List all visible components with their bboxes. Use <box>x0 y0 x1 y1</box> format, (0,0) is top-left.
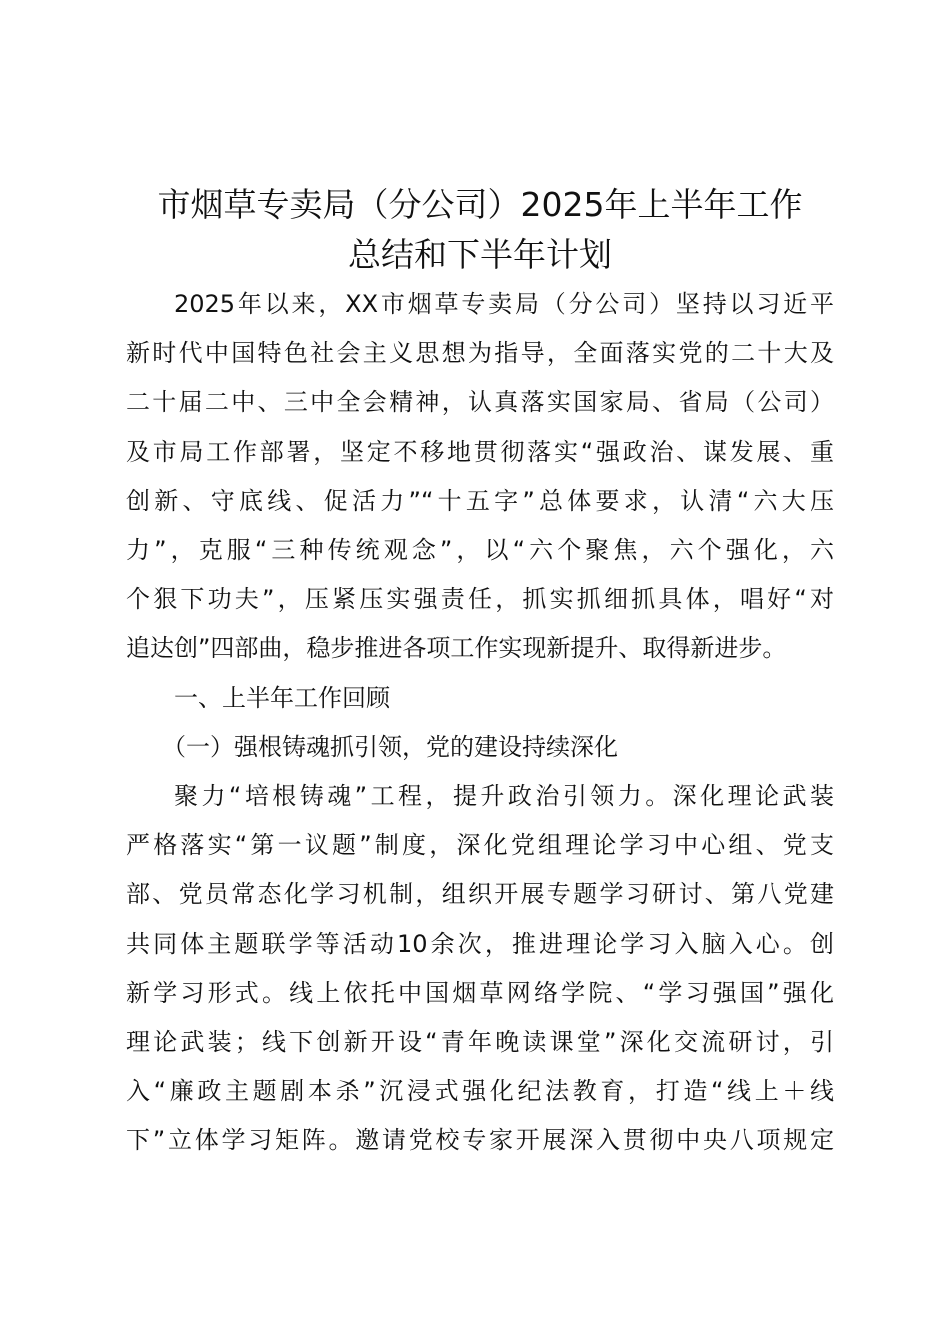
intro-line-8: 追达创”四部曲，稳步推进各项工作实现新提升、取得新进步。 <box>126 634 787 663</box>
body-line-8: 下”立体学习矩阵。邀请党校专家开展深入贯彻中央八项规定 <box>126 1126 834 1155</box>
intro-line-6: 力”，克服“三种传统观念”，以“六个聚焦，六个强化，六 <box>126 536 834 565</box>
body-line-4: 共同体主题联学等活动10余次，推进理论学习入脑入心。创 <box>126 929 834 958</box>
intro-line-1: 2025年以来，XX市烟草专卖局（分公司）坚持以习近平 <box>174 290 834 318</box>
intro-line-3: 二十届二中、三中全会精神，认真落实国家局、省局（公司） <box>126 388 834 417</box>
body-line-7: 入“廉政主题剧本杀”沉浸式强化纪法教育，打造“线上＋线 <box>126 1077 834 1106</box>
body-line-3: 部、党员常态化学习机制，组织开展专题学习研讨、第八党建 <box>126 880 834 909</box>
document-page <box>126 180 834 1166</box>
intro-paragraph <box>126 280 834 674</box>
intro-line-4: 及市局工作部署，坚定不移地贯彻落实“强政治、谋发展、重 <box>126 437 834 466</box>
body-line-6: 理论武装；线下创新开设“青年晚读课堂”深化交流研讨，引 <box>126 1028 834 1057</box>
body-line-1: 聚力“培根铸魂”工程，提升政治引领力。深化理论武装 <box>174 782 834 811</box>
intro-line-5: 创新、守底线、促活力”“十五字”总体要求，认清“六大压 <box>126 486 834 515</box>
document-title <box>126 180 834 280</box>
title-line-1: 市烟草专卖局（分公司）2025年上半年工作 <box>157 185 803 224</box>
section-heading: 一、上半年工作回顾 <box>174 683 390 712</box>
title-line-2: 总结和下半年计划 <box>348 235 612 274</box>
intro-line-7: 个狠下功夫”，压紧压实强责任，抓实抓细抓具体，唱好“对 <box>126 585 834 614</box>
body-paragraph <box>126 772 834 1166</box>
body-line-2: 严格落实“第一议题”制度，深化党组理论学习中心组、党支 <box>126 831 834 860</box>
intro-line-2: 新时代中国特色社会主义思想为指导，全面落实党的二十大及 <box>126 339 834 368</box>
body-line-5: 新学习形式。线上依托中国烟草网络学院、“学习强国”强化 <box>126 978 834 1007</box>
subsection-heading: （一）强根铸魂抓引领，党的建设持续深化 <box>162 732 618 761</box>
